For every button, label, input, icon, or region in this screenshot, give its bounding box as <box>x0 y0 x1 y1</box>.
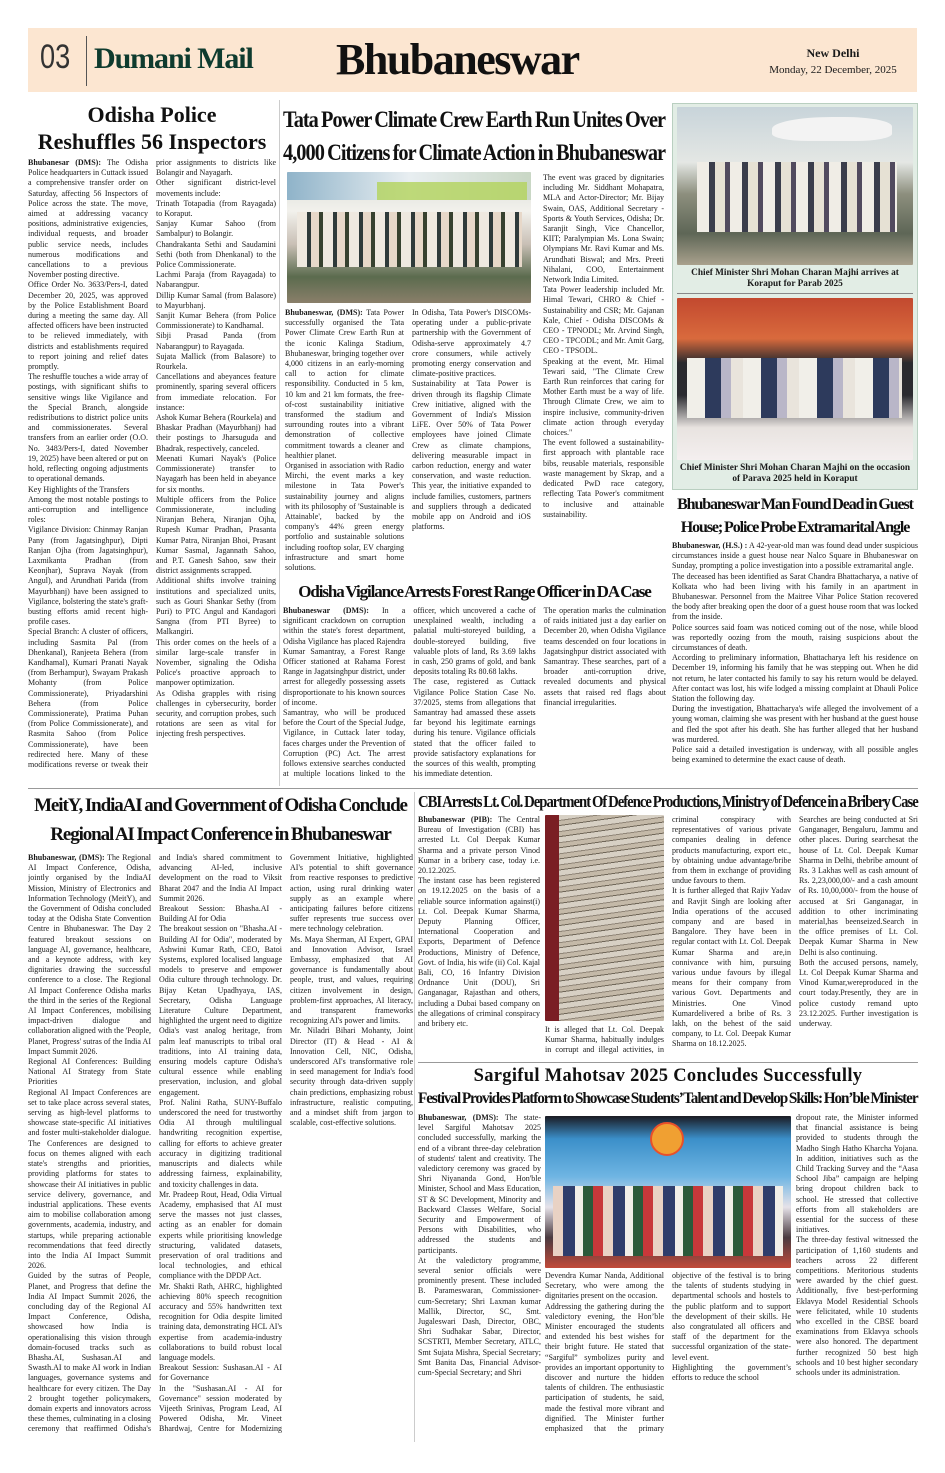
headline: MeitY, IndiaAI and Government of Odisha Conclude <box>34 795 407 816</box>
page-number: 03 <box>40 38 71 76</box>
headline: 4,000 Citizens for Climate Action in Bhubaneswar <box>283 140 666 165</box>
headline: Regional AI Impact Conference in Bhubaneswar <box>50 824 391 845</box>
headline-line <box>418 791 918 813</box>
text: The Regional AI Impact Conference, Odisha, jointly organised by the IndiaAI Mission, Ministry of Electronics and Information Technology (MeitY), and the Government of Odisha concluded today at the Odisha State Convention Centre in Bhubaneswar. The Day 2 featured breakout sessions on language AI, governance, healthcare, and a keynote address, with key dignitaries drawing the successful conference to a close. The Regional AI Impact Conference Odisha marks the third in the series of the Regional AI Impact Conferences, mobilising impact-driven dialogue and collaboration aligned with the 'People, Planet, Progress' sutras of the India AI Impact Summit 2026. <box>28 853 151 1056</box>
paragraph: This order comes on the heels of a similar large-scale transfer in November, signaling the Odisha Police's proactive approach to manpower optimization. <box>156 637 276 688</box>
paragraph: Dillip Kumar Samal (from Balasore) to Mayurbhanj. <box>156 290 276 310</box>
paragraph: Police sources said foam was noticed coming out of the nose, while blood was reportedly oozing from the mouth, raising suspicions about the circumstances of death. <box>672 622 918 653</box>
paragraph: The breakout session on "Bhasha.AI - Building AI for Odia", moderated by Ashwini Kumar Rath, CEO, Batoi Systems, explored localised language models to preserve and empower Odia culture through technology. Dr. Bijay Ketan Upadhyaya, IAS, Secretary, Odisha Language Literature Culture Department, highlighted the urgent need to digitize Odia's vast analog heritage, from palm leaf manuscripts to tribal oral traditions, into AI training data, ensuring models capture Odisha's cultural essence while enabling preservation, inclusion, and global engagement. <box>159 924 282 1097</box>
headline-line <box>672 493 918 516</box>
divider <box>677 293 913 294</box>
paragraph: Meenati Kumari Nayak's (Police Commissionerate) transfer to Nayagarh has been held in abeyance for six months. <box>156 453 276 494</box>
photo-caption: Chief Minister Shri Mohan Charan Majhi arrives at Koraput for Parab 2025 <box>691 268 899 289</box>
paragraph: It is further alleged that Rajiv Yadav and Ravjit Singh are looking after India operations of the accused company and are based in Bangalore. They have been in regular contact with Lt. Col. Deepak Kumar Sharma and are,in connivance with him, pursuing various undue favours by illegal means for their company from various Govt. Departments and Ministries. One Vinod Kumardelivered a bribe of Rs. 3 lakh, on the behest of the said company, to Lt. Col. Deepak Kumar Sharma on 18.12.2025. <box>672 886 791 1049</box>
paragraph: As Odisha grapples with rising challenges in cybersecurity, border security, and corruption probes, such rotations are seen as vital for injecting fresh perspectives. <box>156 688 276 739</box>
paragraph: Regional AI Impact Conferences are set to take place across several states, serving as high-level platforms to showcase state-specific AI initiatives and foster multi-stakeholder dialogue. The Conferences are designed to focus on themes aligned with each state's strengths and priorities, providing platforms for states to showcase their AI initiatives in public service delivery, governance, and industrial applications. These events aim to mobilise collaboration among governments, academia, industry, and startups, while preparing actionable recommendations that feed directly into the India AI Impact Summit 2026. <box>28 1087 151 1271</box>
paragraph: The event followed a sustainability-first approach with plantable race bibs, reusable materials, responsible waste management by Skrap, and a dedicated PwD race category, reflecting Tata Power's commitment to inclusive and attainable sustainability. <box>543 438 664 519</box>
sargiful-award-photo <box>545 1116 791 1268</box>
article-body-continued <box>545 815 918 1060</box>
text: The Central Bureau of Investigation (CBI) has arrested Lt. Col Deepak Kumar Sharma and a private person Vinod Kumar in a bribery case, today i.e. 20.12.2025. <box>418 815 540 876</box>
subheadline: Festival Provides Platform to Showcase Students’ Talent and Develop Skills: Hon’ble Minister <box>418 1090 918 1107</box>
dateline: Bhubaneswar, (DMS): <box>285 308 363 317</box>
paragraph: Guided by the sutras of People, Planet, and Progress that define the India AI Impact Summit 2026, the concluding day of the Regional AI Impact Conference, Odisha, showcased how India is operationalising this vision through domain-focused tracks such as Bhasha.AI, Sushasan.AI and Swasth.AI to make AI work in Indian languages, governance systems and healthcare for every citizen. The Day 2 brought together policymakers, domain experts and innovators across these themes, culminating in a closing ceremony that reaffirmed Odisha's and India's shared commitment to advancing AI-led, inclusive development on the road to Viksit Bharat 2047 and the India AI Impact Summit 2026. <box>28 853 282 1434</box>
paragraph: In the "Sushasan.AI - AI for Governance" session moderated by Vijeeth Srinivas, Program Lead, AI Powered Odisha, Mr. Vineet Bhardwaj, Centre for Modernizing Government Initiative, highlighted AI's potential to shift governance from reactive responses to predictive action, using rural drinking water supply as an example where anticipating failures before citizens suffer represents true success over mere technology celebration. <box>159 853 413 1434</box>
paragraph: In Odisha, Tata Power's DISCOMs-operating under a public-private partnership with the Government of Odisha-serve approximately 4.7 crore consumers, while actively promoting energy conservation and climate-positive practices. <box>412 308 531 379</box>
paragraph: Samantray, who will be produced before the Court of the Special Judge, Vigilance, in Cuttack later today, faces charges under the Prevention of Corruption (PC) Act. The arrest follows extensive searches conducted at multiple locations linked to the officer, which uncovered a cache of unexplained wealth, including a palatial multi-storeyed building, a double-storeyed building, five valuable plots of land, Rs 3.69 lakhs in cash, 250 grams of gold, and bank deposits totaling Rs 80.68 lakhs. <box>283 606 536 779</box>
headline: Reshuffles 56 Inspectors <box>37 129 267 154</box>
paragraph: Regional AI Conferences: Building National AI Strategy from State Priorities <box>28 1057 151 1087</box>
paragraph: Addressing the gathering during the valedictory evening, the Hon’ble Minister encouraged the students and extended his best wishes for their bright future. He stated that “Sargiful” symbolizes purity and provides an important opportunity to discover and nurture the hidden talents of children. The enthusiastic participation of students, he said, made the festival more vibrant and dignified. The Minister further emphasized that the primary objective of the festival is to bring the talents of students studying in departmental schools and hostels to the public platform and to support the development of their skills. He also congratulated all officers and staff of the department for the successful organization of the state-level event. <box>545 1271 791 1434</box>
dateline-date: Monday, 22 December, 2025 <box>769 64 897 76</box>
dateline: Bhubaneswar, (DMS): <box>28 853 105 862</box>
text: The Odisha Police headquarters in Cuttack issued a comprehensive transfer order on Saturday, affecting 56 Inspectors of Police across the state. The move, aimed at addressing vacancy positions, administrative exigencies, individual requests, and broader public service needs, includes numerous modifications and cancellations to a previous November posting directive. <box>28 158 148 280</box>
seized-cash-photo <box>545 815 664 1021</box>
article-body <box>672 541 918 784</box>
paragraph <box>418 1113 541 1256</box>
paragraph: During the investigation, Bhattacharya's wife alleged the involvement of a young woman, claiming she was present with her husband at the guest house and fled the spot after his death. She has further alleged that her husband was murdered. <box>672 704 918 744</box>
column-rule <box>279 100 280 786</box>
paragraph: Organised in association with Radio Mirchi, the event marks a key milestone in Tata Power's sustainability journey and aligns with its philosophy of 'Sustainable is Attainable', backed by the company's 44% green energy portfolio and sustainable solutions including rooftop solar, EV charging infrastructure and smart home solutions. <box>285 461 404 573</box>
paragraph: Breakout Session: Sushasan.AI - AI for Governance <box>159 1363 282 1383</box>
dateline: Bhubaneswar, (H.S.) : <box>672 541 748 550</box>
paragraph: Prof. Nalini Ratha, SUNY-Buffalo underscored the need for trustworthy Odia AI through multilingual handwriting recognition expertise, calling for efforts to achieve greater accuracy in digitizing traditional manuscripts and dialects while addressing fairness, explainability, and toxicity challenges in data. <box>159 1097 282 1189</box>
article-body <box>28 853 413 1441</box>
paragraph <box>672 541 918 572</box>
headline: Tata Power Climate Crew Earth Run Unites Over <box>283 107 666 132</box>
headline-line <box>28 101 276 128</box>
dateline: Bhubaneswar (DMS): <box>283 606 369 615</box>
parava-stage-photo <box>677 298 913 460</box>
paragraph: Special Branch: A cluster of officers, including Sasmita Pal (from Dhenkanal), Ranjeeta Behera (from Kandhamal), Kumari Pranati Nayak (from Berhampur), Swayam Prakash Mohanty (from Police Commissionerate), Priyadarshini Behera (from Police Commissionerate), Pratima Puhan (from Police Commissionerate), and Rasmita Sahoo (from Police Commissionerate), have been redirected here. Many of these modifications reverse or tweak their prior assignments to districts like Bolangir and Nayagarh. <box>28 158 276 769</box>
headline-line <box>28 128 276 155</box>
paragraph <box>418 815 540 876</box>
paragraph: Mr. Niladri Bihari Mohanty, Joint Director (IT) & Head - AI & Innovation Cell, NIC, Odisha, underscored AI's transformative role in seed management for India's food security through data-driven supply chain predictions, emphasizing robust infrastructure, realistic computing, and a mindset shift from jargon to scalable, cost-effective solutions. <box>290 1026 413 1128</box>
paragraph: Tata Power leadership included Mr. Himal Tewari, CHRO & Chief - Sustainability and CSR; Mr. Gajanan Kale, Chief - Odisha DISCOMs & CEO - TPNODL; Mr. Arvind Singh, CEO - TPCODL; and Mr. Amit Garg, CEO - TPSODL. <box>543 285 664 356</box>
divider <box>86 36 87 86</box>
paragraph: Other significant district-level movements include: <box>156 178 276 198</box>
paragraph: The deceased has been identified as Sarat Chandra Bhattacharya, a native of Kolkata who had been living with his family in an apartment in Bhubaneswar. Personnel from the Maitree Vihar Police Station recovered the body after breaking open the door of a guest house room that was locked from the inside. <box>672 571 918 622</box>
tata-run-photo <box>287 172 531 303</box>
column-rule <box>414 792 415 1442</box>
headline: Bhubaneswar Man Found Dead in Guest <box>677 496 913 513</box>
paragraph: Office Order No. 3633/Pers-I, dated December 20, 2025, was approved by the Police Establishment Board during a meeting the same day. All affected officers have been instructed to be relieved immediately, with districts and establishments required to report joining and relief dates promptly. <box>28 280 148 372</box>
paragraph: At the valedictory programme, several senior officials were prominently present. These included B. Parameswaran, Commissioner-cum-Secretary; Shri Laxman kumar Mallik, Director, SC, Smt. Jugaleswari Dash, Director, OBC, Shri Sudhakar Sabar, Director, SCSTRTI, Member Secretary, ATLC, Smt Sujata Mishra, Special Secretary; Smt Banita Das, Financial Advisor-cum-Special Secretary; and Shri <box>418 1255 541 1378</box>
photo-sidebar <box>672 103 918 490</box>
headline: Odisha Vigilance Arrests Forest Range Officer in DA Case <box>298 582 651 601</box>
paragraph: Trinath Totapadia (from Rayagada) to Koraput. <box>156 198 276 219</box>
paragraph: It is alleged that Lt. Col. Deepak Kumar Sharma, habitually indulges in corrupt and illegal activities, in criminal conspiracy with representatives of various private companies dealing in defence products manufacturing, export etc., by obtaining undue advantage/bribe from them in exchange of providing undue favours to them. <box>545 815 791 1055</box>
paragraph: Chandrakanta Sethi and Saudamini Sethi (both from Dhenkanal) to the Police Commissionerate. <box>156 239 276 270</box>
section-rule <box>28 788 918 789</box>
headline-line <box>418 1064 918 1088</box>
paragraph: Ms. Maya Sherman, AI Expert, GPAI and Innovation Advisor, Israel Embassy, emphasized that AI governance is fundamentally about people, trust, and values, requiring citizen involvement in design, problem-first approaches, AI literacy, and transparent frameworks recognizing AI's power and limits. <box>290 934 413 1026</box>
paragraph: Sanjit Kumar Behera (from Police Commissionerate) to Kandhamal. <box>156 311 276 331</box>
paragraph: The instant case has been registered on 19.12.2025 on the basis of a reliable source information against(i) Lt. Col. Deepak Kumar Sharma, Deputy Planning Officer, International Cooperation and Exports, Department of Defence Productions, Ministry of Defence, Govt. of India, his wife (ii) Col. Kajal Bali, CO, 16 Infantry Division Ordnance Unit (DOU), Sri Ganganagar, Rajasthan and others, including a Dubai based company on the allegations of criminal conspiracy and bribery etc. <box>418 876 540 1029</box>
article-body <box>28 158 276 780</box>
masthead <box>28 28 917 92</box>
paragraph: Sujata Mallick (from Balasore) to Rourkela. <box>156 351 276 372</box>
text: A 42-year-old man was found dead under suspicious circumstances inside a guest house near Nalco Square in Bhubaneswar on Sunday, prompting a police investigation into a possible extramarital angle. <box>672 541 918 571</box>
paragraph: Ashok Kumar Behera (Rourkela) and Bhaskar Pradhan (Mayurbhanj) had their postings to Jharsuguda and Bhadrak, respectively, canceled. <box>156 413 276 453</box>
paragraph <box>283 606 405 708</box>
paragraph <box>28 853 151 1057</box>
paragraph: Both the accused persons, namely, Lt. Col Deepak Kumar Sharma and Vinod Kumar,wereproduced in the court today.Presently, they are in police custody remand upto 23.12.2025. Further investigation is underway. <box>799 957 918 1029</box>
paragraph: The operation marks the culmination of raids initiated just a day earlier on December 20, when Odisha Vigilance teams descended on four locations in Jagatsinghpur district associated with Samantray. These searches, part of a broader anti-corruption drive, revealed documents and physical assets that raised red flags about financial irregularities. <box>543 606 666 707</box>
headline-line <box>418 1088 918 1110</box>
article-body <box>285 308 531 578</box>
headline-line <box>672 516 918 539</box>
paragraph: Speaking at the event, Mr. Himal Tewari said, "The Climate Crew Earth Run reinforces that caring for Mother Earth must be a way of life. Through Climate Crew, we aim to inspire inclusive, community-driven climate action through everyday choices." <box>543 356 664 438</box>
dateline-city: New Delhi <box>806 46 860 60</box>
dateline: Bhubanesar (DMS): <box>28 158 101 167</box>
paragraph: dropout rate, the Minister informed that financial assistance is being provided to students through the Madho Singh Hatho Kharcha Yojana. In addition, initiatives such as the Child Tracking Survey and the “Aasa School Jiba” campaign are helping bring dropout children back to school. He stressed that collective efforts from all stakeholders are essential for the success of these initiatives. <box>796 1113 918 1235</box>
paragraph: Lachmi Paraja (from Rayagada) to Nabarangpur. <box>156 270 276 290</box>
paragraph: Sustainability at Tata Power is driven through its flagship Climate Crew initiative, aligned with the Government of India's Mission LiFE. Over 50% of Tata Power employees have joined Climate Crew as climate champions, delivering measurable impact in carbon reduction, energy and water conservation, and waste reduction. This year, the initiative expanded to include families, customers, partners and suppliers through a dedicated mobile app on Android and iOS platforms. <box>412 379 531 532</box>
paragraph: Searches are being conducted at Sri Ganganager, Bengaluru, Jammu and other places. During searchesat the house of Lt. Col. Deepak Kumar Sharma in Delhi, thebribe amount of Rs. 3 Lakhas well as cash amount of Rs. 2,23,000,00/- and a cash amount of Rs. 10,00,000/- from the house of accused at Sri Ganganagar, in addition to other incriminating material,has beenseized.Search in the office premises of Lt. Col. Deepak Kumar Sharma in New Delhi is also continuing. <box>799 815 918 957</box>
article-body-continued <box>545 1271 791 1440</box>
paragraph: Devendra Kumar Nanda, Additional Secretary, who were among the dignitaries present on the occasion. <box>545 1271 664 1301</box>
paragraph: Mr. Shakti Rath, AHRC, highlighted achieving 80% speech recognition accuracy and 55% handwritten text recognition for Odia despite limited training data, demonstrating HCL AI's expertise from academia-industry collaborations to build robust local language models. <box>159 1281 282 1362</box>
headline: Odisha Police <box>87 102 217 127</box>
paragraph: Sibji Prasad Panda (from Nabarangpur) to Rayagada. <box>156 331 276 351</box>
photo-caption: Chief Minister Shri Mohan Charan Majhi on the occasion of Parava 2025 held in Koraput <box>679 463 911 484</box>
text: Tata Power successfully organised the Tata Power Climate Crew Earth Run at the iconic Kalinga Stadium, Bhubaneswar, bringing together over 4,000 citizens in an early-morning call to action for climate responsibility. Conducted in 5 km, 10 km and 21 km formats, the free-of-cost sustainability initiative transformed the stadium and surrounding routes into a vibrant demonstration of collective commitment towards a cleaner and healthier planet. <box>285 308 404 460</box>
headline: Sargiful Mahotsav 2025 Concludes Successfully <box>473 1066 863 1086</box>
headline-line <box>283 103 665 136</box>
paragraph: According to preliminary information, Bhattacharya left his residence on December 19, informing his family that he was stepping out. When he did not return, he later contacted his family to say his return would be delayed. After contact was lost, his wife lodged a missing complaint at Dhauli Police Station the following day. <box>672 653 918 704</box>
article-body-continued <box>796 1113 918 1439</box>
paragraph: Mr. Pradeep Rout, Head, Odia Virtual Academy, emphasised that AI must serve the masses not just classes, acting as an enabler for domain experts while prioritising knowledge structuring, validated datasets, preservation of oral traditions and local technologies, and ethical compliance with the DPDP Act. <box>159 1189 282 1281</box>
paragraph: The event was graced by dignitaries including Mr. Siddhant Mohapatra, MLA and Actor-Director; Mr. Bijay Swain, OAS, Additional Secretary - Sports & Youth Services, Odisha; Dr. Saranjit Singh, Vice Chancellor, KIIT; Paralympian Ms. Lona Swain; Olympians Mr. Ravi Kumar and Ms. Arundhati Biswal; and Mrs. Preeti Nihalani, COO, Entertainment Network India Limited. <box>543 173 664 285</box>
paragraph: Sanjay Kumar Sahoo (from Sambalpur) to Bolangir. <box>156 219 276 239</box>
headline: CBI Arrests Lt. Col. Department Of Defence Productions, Ministry of Defence in a Bribery Case <box>418 792 918 811</box>
cm-arrival-photo <box>677 107 913 265</box>
text: In a significant crackdown on corruption within the state's forest department, Odisha Vigilance has placed Rajendra Kumar Samantray, a Forest Range Officer stationed at Rahama Forest Range in Jagatsinghpur district, under arrest for allegedly possessing assets disproportionate to his known sources of income. <box>283 606 406 707</box>
paragraph: Cancellations and abeyances feature prominently, sparing several officers from immediate relocation. For instance: <box>156 372 276 412</box>
dateline: Bhubaneswar, (DMS): <box>418 1113 499 1122</box>
headline-line <box>28 791 413 820</box>
paragraph <box>28 158 148 280</box>
paragraph: Police said a detailed investigation is underway, with all possible angles being examined to determine the exact cause of death. <box>672 745 918 765</box>
section-title: Bhubaneswar <box>336 35 579 84</box>
paragraph <box>285 308 404 461</box>
section-rule <box>418 1062 918 1063</box>
article-body-side <box>543 173 664 578</box>
paragraph: Among the most notable postings to anti-corruption and intelligence roles: <box>28 494 148 525</box>
article-body <box>418 815 540 1060</box>
headline-line <box>28 820 413 849</box>
headline-line <box>283 136 665 169</box>
paragraph: Key Highlights of the Transfers <box>28 484 130 494</box>
paragraph: Additional shifts involve training institutions and specialized units, such as Gouri Shankar Sethy (from Puri) to PTC Angul and Kandagori Sangna (from PTI Byree) to Malkangiri. <box>156 576 276 637</box>
headline-line <box>283 580 666 604</box>
article-body <box>283 606 666 784</box>
dateline: Bhubaneswar (PIB): <box>418 815 493 824</box>
paragraph: Breakout Session: Bhasha.AI - Building AI for Odia <box>159 904 282 924</box>
paper-name: Dumani Mail <box>94 42 253 75</box>
paragraph: The three-day festival witnessed the participation of 1,160 students and teachers across 22 different competitions. Meritorious students were awarded by the chief guest. Additionally, five best-performing Eklavya Model Residential Schools were felicitated, while 10 students who excelled in the CBSE board examinations from Eklavya schools were also honored. The department further recognized 50 best high schools and 10 best higher secondary schools under its administration. <box>796 1235 918 1378</box>
text: The state-level Sargiful Mahotsav 2025 concluded successfully, marking the end of a vibrant three-day celebration of students' talent and creativity. The valedictory ceremony was graced by Shri Niyananda Gond, Hon'ble Minister, School and Mass Education, ST & SC Development, Minority and Backward Classes Welfare, Social Security and Empowerment of Persons with Disabilities, who addressed the students and participants. <box>418 1113 541 1255</box>
headline: House; Police Probe Extramarital Angle <box>680 519 910 536</box>
article-body <box>418 1113 541 1439</box>
paragraph: The case, registered as Cuttack Vigilance Police Station Case No. 37/2025, stems from allegations that Samantray had amassed these assets far beyond his legitimate earnings during his tenure. Vigilance officials stated that the officer failed to provide satisfactory explanations for the sources of this wealth, prompting his immediate detention. <box>413 677 536 779</box>
paragraph: The reshuffle touches a wide array of postings, with significant shifts to sensitive wings like Vigilance and the Special Branch, alongside redistributions to district police units and commissionerates. Several transfers from an earlier order (O.O. No. 3483/Pers-I, dated November 19, 2025) have been altered or put on hold, reflecting ongoing adjustments to operational demands. <box>28 372 148 484</box>
paragraph: Multiple officers from the Police Commissionerate, including Niranjan Behera, Niranjan Ojha, Rupesh Kumar Pradhan, Prasanta Kumar Patra, Niranjan Bhoi, Prasant Kumar Sasmal, Jagannath Sahoo, and P.T. Ganesh Sahoo, saw their district assignments scrapped. <box>156 494 276 576</box>
paragraph: Vigilance Division: Chinmay Ranjan Pany (from Jagatsinghpur), Dipti Ranjan Ojha (from Jagatsinghpur), Laxmikanta Pradhan (from Keonjhar), Suprava Nayak (from Angul), and Arundhati Parida (from Mayurbhanj) have been assigned to Vigilance, bolstering the state's graft-busting efforts amid recent high-profile cases. <box>28 525 148 627</box>
paragraph: Highlighting the government’s efforts to reduce the school <box>672 1362 791 1383</box>
